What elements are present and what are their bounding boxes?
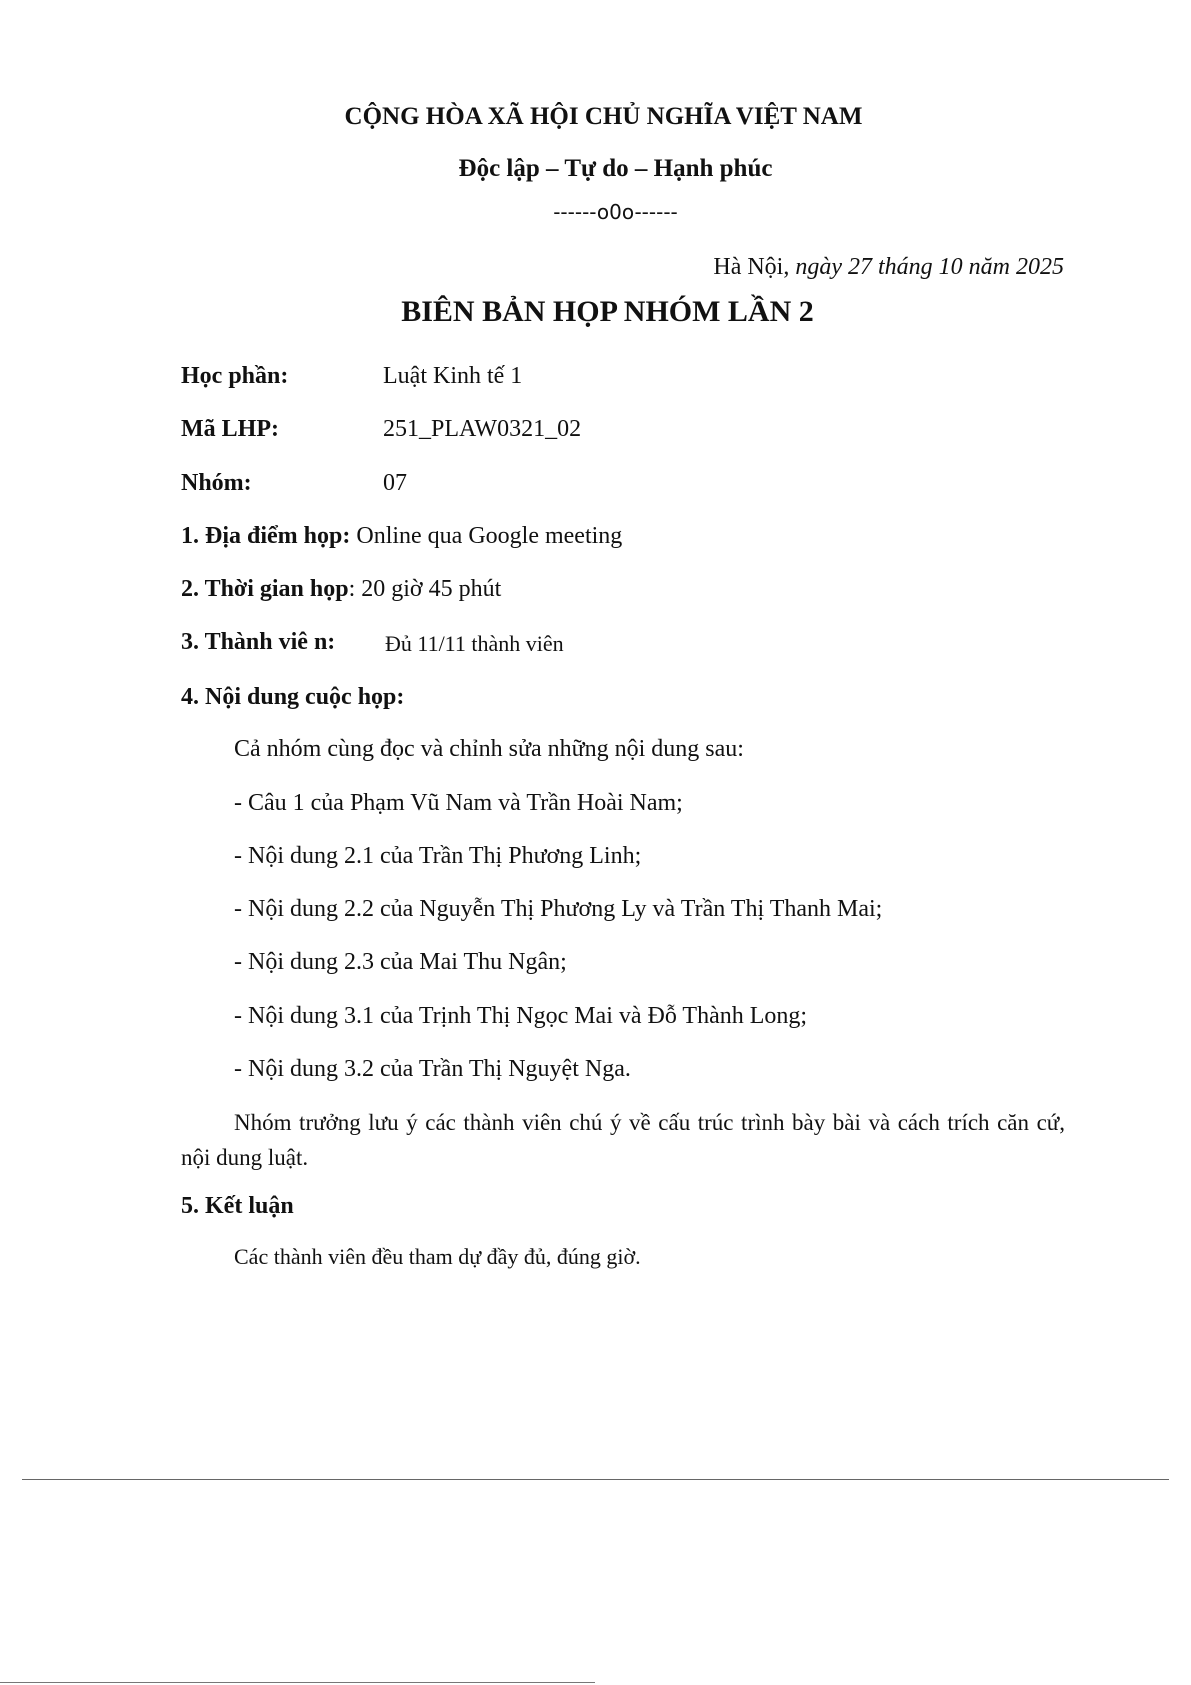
page-bottom-edge <box>0 1682 595 1683</box>
time-value: : 20 giờ 45 phút <box>348 576 502 602</box>
location-line <box>181 523 622 550</box>
separator: ------o0o------ <box>553 200 678 224</box>
course-label: Học phần: <box>181 363 289 389</box>
group-value: 07 <box>383 470 407 496</box>
list-item: - Nội dung 2.3 của Mai Thu Ngân; <box>234 949 567 975</box>
time-line <box>181 576 501 603</box>
list-item: - Nội dung 2.1 của Trần Thị Phương Linh; <box>234 843 642 869</box>
content-label: 4. Nội dung cuộc họp: <box>181 684 405 710</box>
country-name: CỘNG HÒA XÃ HỘI CHỦ NGHĨA VIỆT NAM <box>344 103 863 130</box>
time-label: 2. Thời gian họp <box>181 576 349 602</box>
course-value: Luật Kinh tế 1 <box>383 363 523 389</box>
leader-note: Nhóm trưởng lưu ý các thành viên chú ý về cấu trúc trình bày bài và cách trích căn cứ, nội dung luật. <box>181 1110 1065 1170</box>
group-label: Nhóm: <box>181 470 252 496</box>
date-place: Hà Nội, <box>713 254 790 280</box>
list-item: - Câu 1 của Phạm Vũ Nam và Trần Hoài Nam; <box>234 790 683 816</box>
list-item: - Nội dung 3.1 của Trịnh Thị Ngọc Mai và Đỗ Thành Long; <box>234 1003 808 1029</box>
conclusion-label: 5. Kết luận <box>181 1193 294 1219</box>
location-label: 1. Địa điểm họp: <box>181 523 351 549</box>
national-motto: Độc lập – Tự do – Hạnh phúc <box>458 155 773 182</box>
list-item: - Nội dung 3.2 của Trần Thị Nguyệt Nga. <box>234 1056 631 1082</box>
code-value: 251_PLAW0321_02 <box>383 416 582 442</box>
date-text: ngày 27 tháng 10 năm 2025 <box>789 254 1064 280</box>
members-value: Đủ 11/11 thành viên <box>385 631 564 656</box>
document-date <box>713 254 1064 281</box>
code-label: Mã LHP: <box>181 416 279 442</box>
list-item: - Nội dung 2.2 của Nguyễn Thị Phương Ly và Trần Thị Thanh Mai; <box>234 896 883 922</box>
page-divider <box>22 1479 1169 1480</box>
location-value: Online qua Google meeting <box>350 523 623 549</box>
content-intro: Cả nhóm cùng đọc và chỉnh sửa những nội dung sau: <box>234 736 744 762</box>
members-label: 3. Thành viê n: <box>181 629 336 655</box>
conclusion-text: Các thành viên đều tham dự đầy đủ, đúng giờ. <box>234 1244 641 1269</box>
page-title: BIÊN BẢN HỌP NHÓM LẦN 2 <box>401 295 814 328</box>
